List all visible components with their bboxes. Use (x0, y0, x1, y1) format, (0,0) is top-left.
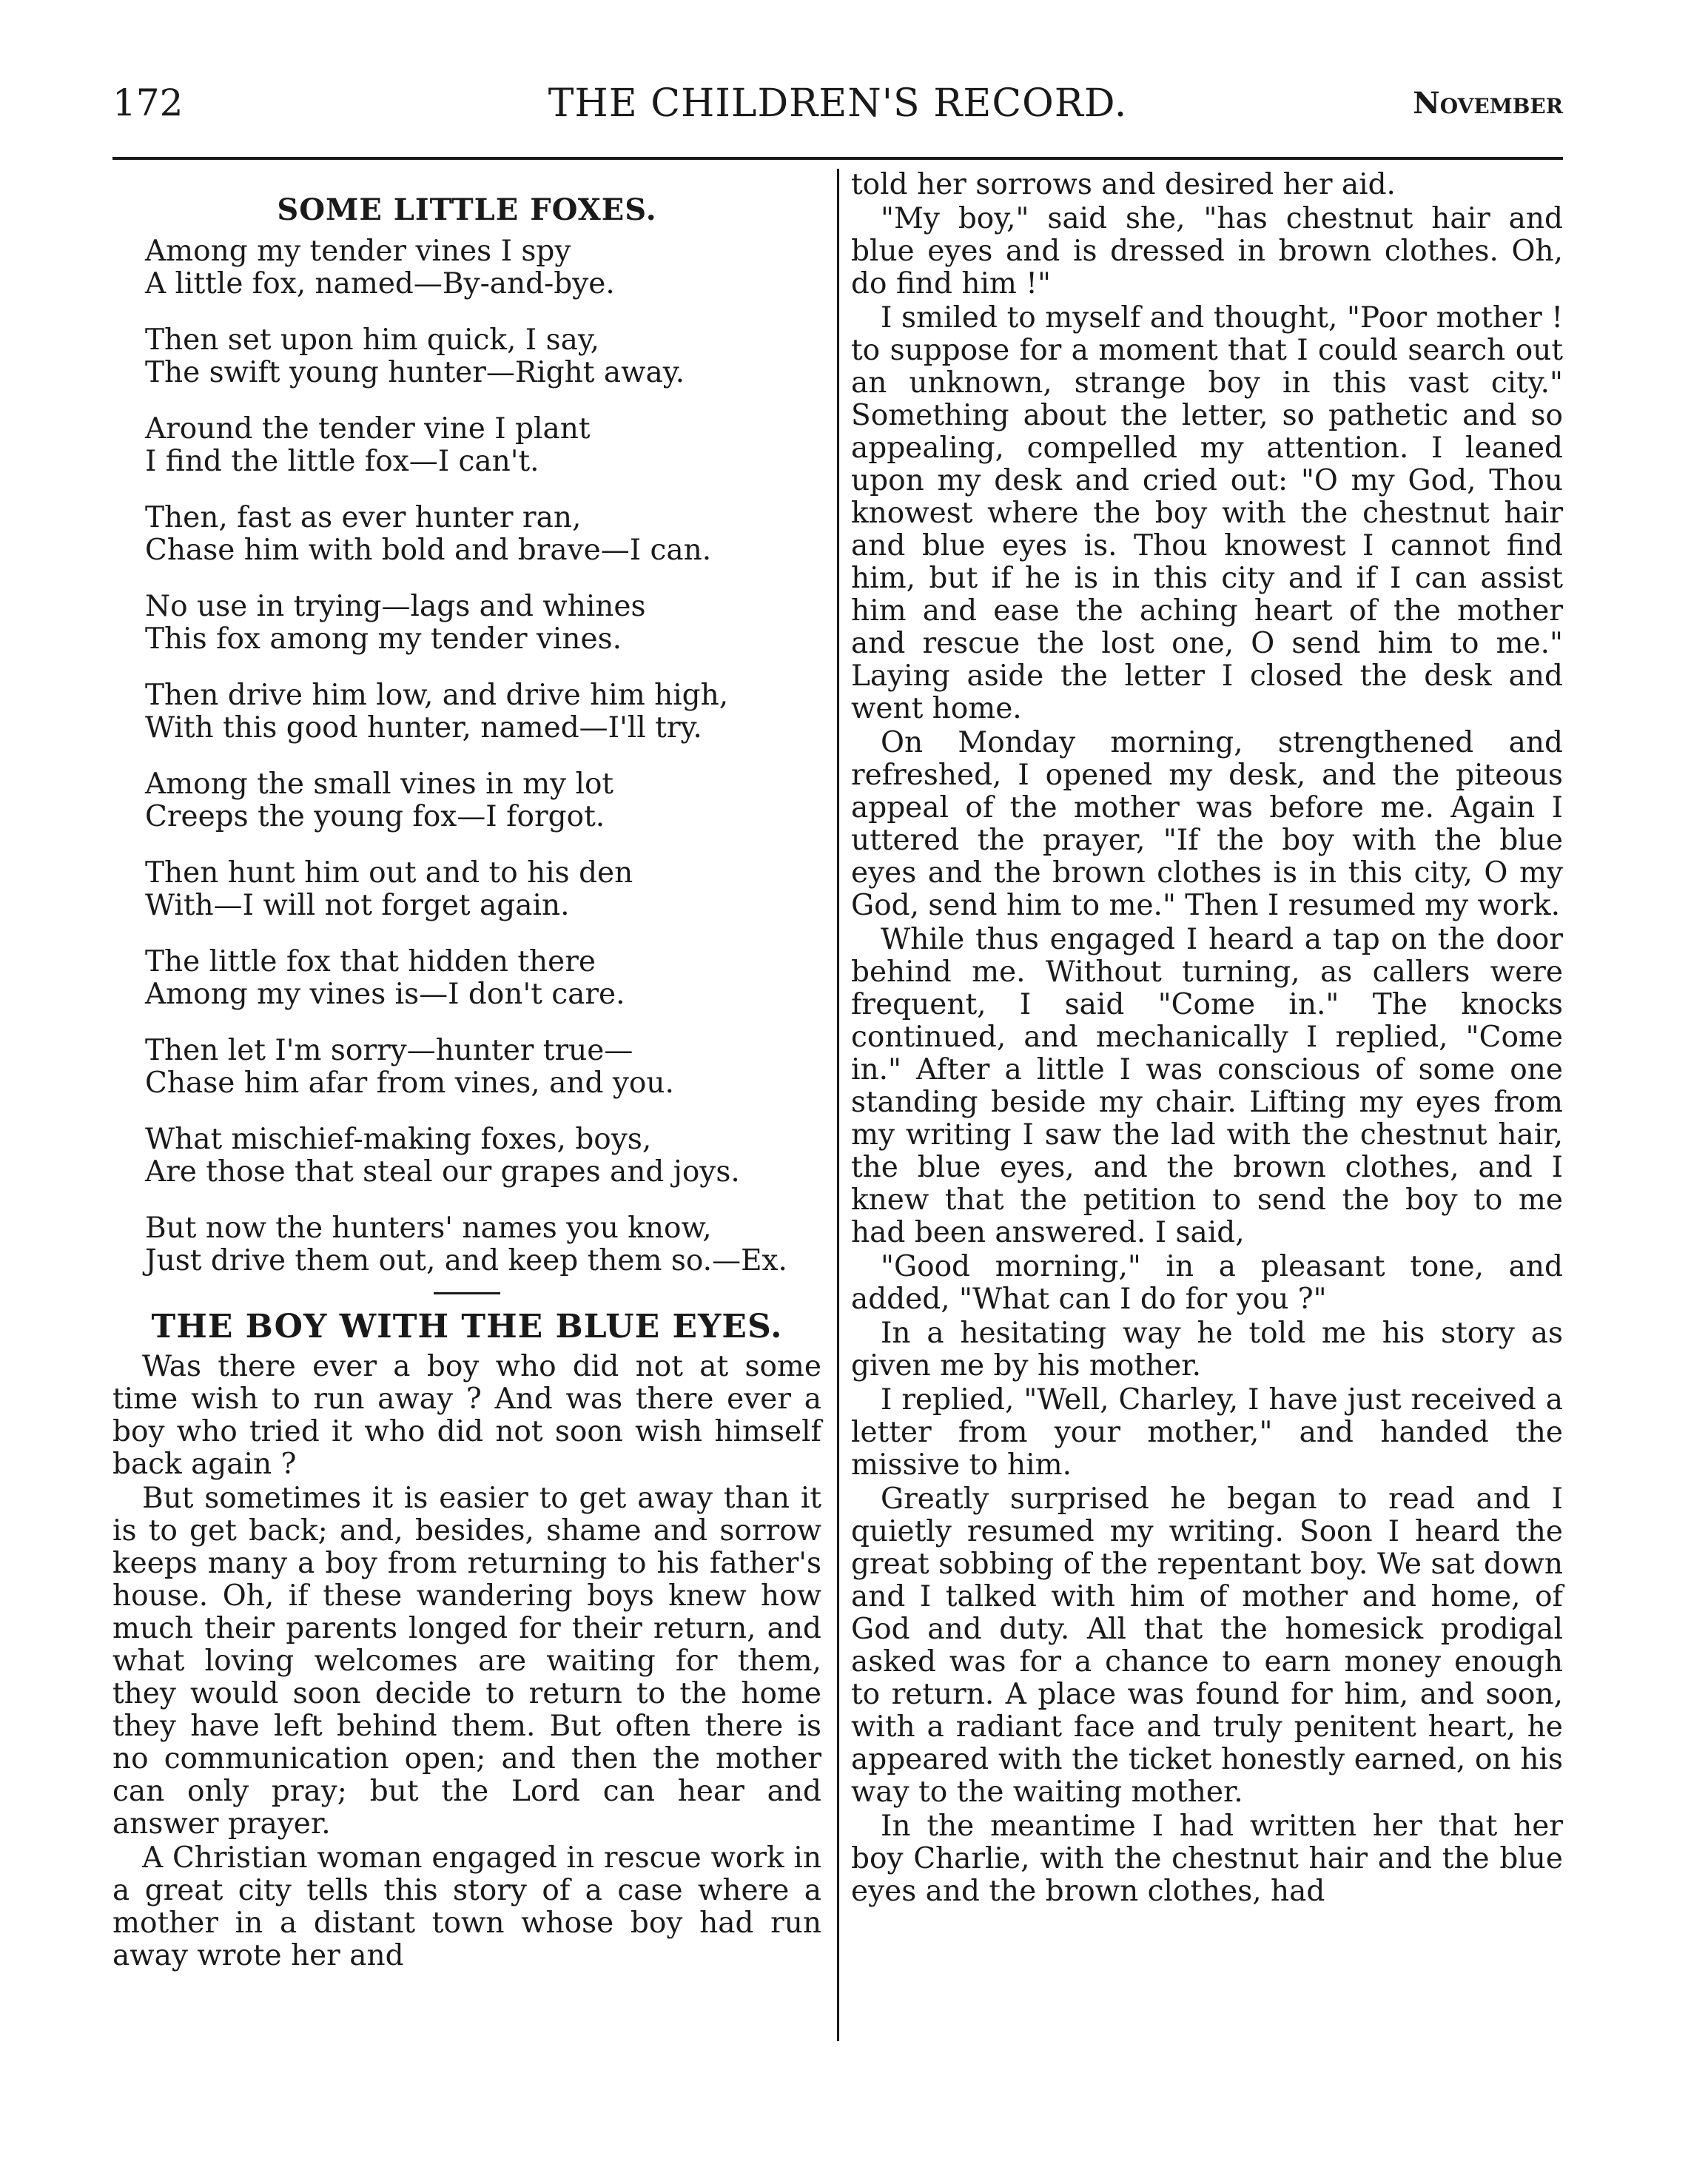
article-title: THE BOY WITH THE BLUE EYES. (151, 1308, 783, 1345)
poem-line: With this good hunter, named—I'll try. (145, 711, 702, 745)
paragraph: "My boy," said she, "has chestnut hair and blue eyes and is dressed in brown clothes. Oh, do find him !" (851, 202, 1563, 300)
poem-line: The swift young hunter—Right away. (145, 356, 685, 389)
poem-line: Among my tender vines I spy (145, 235, 571, 268)
poem-line: Then, fast as ever hunter ran, (145, 501, 582, 534)
poem-stanza (145, 768, 821, 833)
poem-body (112, 235, 821, 1277)
poem-stanza (145, 857, 821, 922)
paragraph: A Christian woman engaged in rescue work in a great city tells this story of a case where a mother in a distant town whose boy had run away wrote her and (112, 1841, 821, 1972)
poem-stanza (145, 1035, 821, 1100)
paragraph: In a hesitating way he told me his story as given me by his mother. (851, 1317, 1563, 1382)
poem-line: With—I will not forget again. (145, 889, 570, 922)
paragraph: I smiled to myself and thought, "Poor mother ! to suppose for a moment that I could search out an unknown, strange boy in this vast city." Something about the letter, so pathetic and so appealing, compelled my attention. I leaned upon my desk and cried out: "O my God, Thou knowest where the boy with the chestnut hair and blue eyes is. Thou knowest I cannot find him, but if he is in this city and if I can assist him and ease the aching heart of the mother and rescue the lost one, O send him to me." Laying aside the letter I closed the desk and went home. (851, 301, 1563, 725)
poem-line: Then hunt him out and to his den (145, 856, 633, 890)
poem-line: Then let I'm sorry—hunter true— (145, 1034, 633, 1067)
poem-title: SOME LITTLE FOXES. (277, 192, 657, 227)
paragraph: In the meantime I had written her that her boy Charlie, with the chestnut hair and the blue eyes and the brown clothes, had (851, 1810, 1563, 1908)
paragraph: Was there ever a boy who did not at some time wish to run away ? And was there ever a boy who tried it who did not soon wish himself back again ? (112, 1350, 821, 1481)
poem-stanza (145, 502, 821, 567)
paragraph: I replied, "Well, Charley, I have just received a letter from your mother," and handed the missive to him. (851, 1383, 1563, 1482)
paragraph: But sometimes it is easier to get away than it is to get back; and, besides, shame and sorrow keeps many a boy from returning to his father's house. Oh, if these wandering boys knew how much their parents longed for their return, and what loving welcomes are waiting for them, they would soon decide to return to the home they have left behind them. But often there is no communication open; and then the mother can only pray; but the Lord can hear and answer prayer. (112, 1482, 821, 1841)
poem-stanza (145, 1123, 821, 1189)
poem-line: But now the hunters' names you know, (145, 1212, 712, 1245)
running-title: THE CHILDREN'S RECORD. (548, 81, 1128, 126)
header-rule (112, 157, 1563, 160)
poem-line: I find the little fox—I can't. (145, 445, 539, 478)
poem-line: No use in trying—lags and whines (145, 590, 646, 623)
poem-stanza (145, 679, 821, 745)
left-column (112, 169, 821, 1974)
column-divider (837, 169, 839, 2041)
poem-line: Just drive them out, and keep them so.—Ex. (145, 1244, 787, 1277)
poem-line: Around the tender vine I plant (145, 412, 591, 446)
poem-line: The little fox that hidden there (145, 945, 596, 978)
poem-line: This fox among my tender vines. (145, 622, 622, 656)
paragraph: While thus engaged I heard a tap on the door behind me. Without turning, as callers were frequent, I said "Come in." The knocks continued, and mechanically I replied, "Come in." After a little I was conscious of some one standing beside my chair. Lifting my eyes from my writing I saw the lad with the chestnut hair, the blue eyes, and the brown clothes, and I knew that the petition to send the boy to me had been answered. I said, (851, 923, 1563, 1249)
poem-line: Then drive him low, and drive him high, (145, 679, 729, 712)
right-column (851, 169, 1563, 1909)
article-left-body (112, 1351, 821, 1972)
poem-stanza (145, 235, 821, 300)
issue-month: November (1413, 86, 1563, 121)
poem-stanza (145, 1212, 821, 1277)
poem-line: Chase him afar from vines, and you. (145, 1066, 674, 1100)
paragraph: told her sorrows and desired her aid. (851, 168, 1396, 201)
poem-line: Among the small vines in my lot (145, 767, 614, 801)
poem-line: Chase him with bold and brave—I can. (145, 534, 712, 567)
poem-line: A little fox, named—By-and-bye. (145, 267, 615, 300)
page-number: 172 (112, 81, 184, 124)
poem-line: Are those that steal our grapes and joys. (145, 1155, 740, 1189)
poem-stanza (145, 413, 821, 478)
poem-stanza (145, 946, 821, 1011)
poem-line: What mischief-making foxes, boys, (145, 1123, 652, 1156)
paragraph: On Monday morning, strengthened and refreshed, I opened my desk, and the piteous appeal of the mother was before me. Again I uttered the prayer, "If the boy with the blue eyes and the brown clothes is in this city, O my God, send him to me." Then I resumed my work. (851, 726, 1563, 922)
page-header (112, 81, 1563, 141)
poem-line: Among my vines is—I don't care. (145, 978, 625, 1011)
poem-stanza (145, 591, 821, 656)
poem-line: Then set upon him quick, I say, (145, 323, 600, 357)
paragraph: "Good morning," in a pleasant tone, and added, "What can I do for you ?" (851, 1250, 1563, 1316)
poem-stanza (145, 324, 821, 389)
poem-line: Creeps the young fox—I forgot. (145, 800, 605, 833)
paragraph: Greatly surprised he began to read and I quietly resumed my writing. Soon I heard the great sobbing of the repentant boy. We sat down and I talked with him of mother and home, of God and duty. All that the homesick prodigal asked was for a chance to earn money enough to return. A place was found for him, and soon, with a radiant face and truly penitent heart, he appeared with the ticket honestly earned, on his way to the waiting mother. (851, 1482, 1563, 1809)
section-divider (434, 1292, 500, 1294)
